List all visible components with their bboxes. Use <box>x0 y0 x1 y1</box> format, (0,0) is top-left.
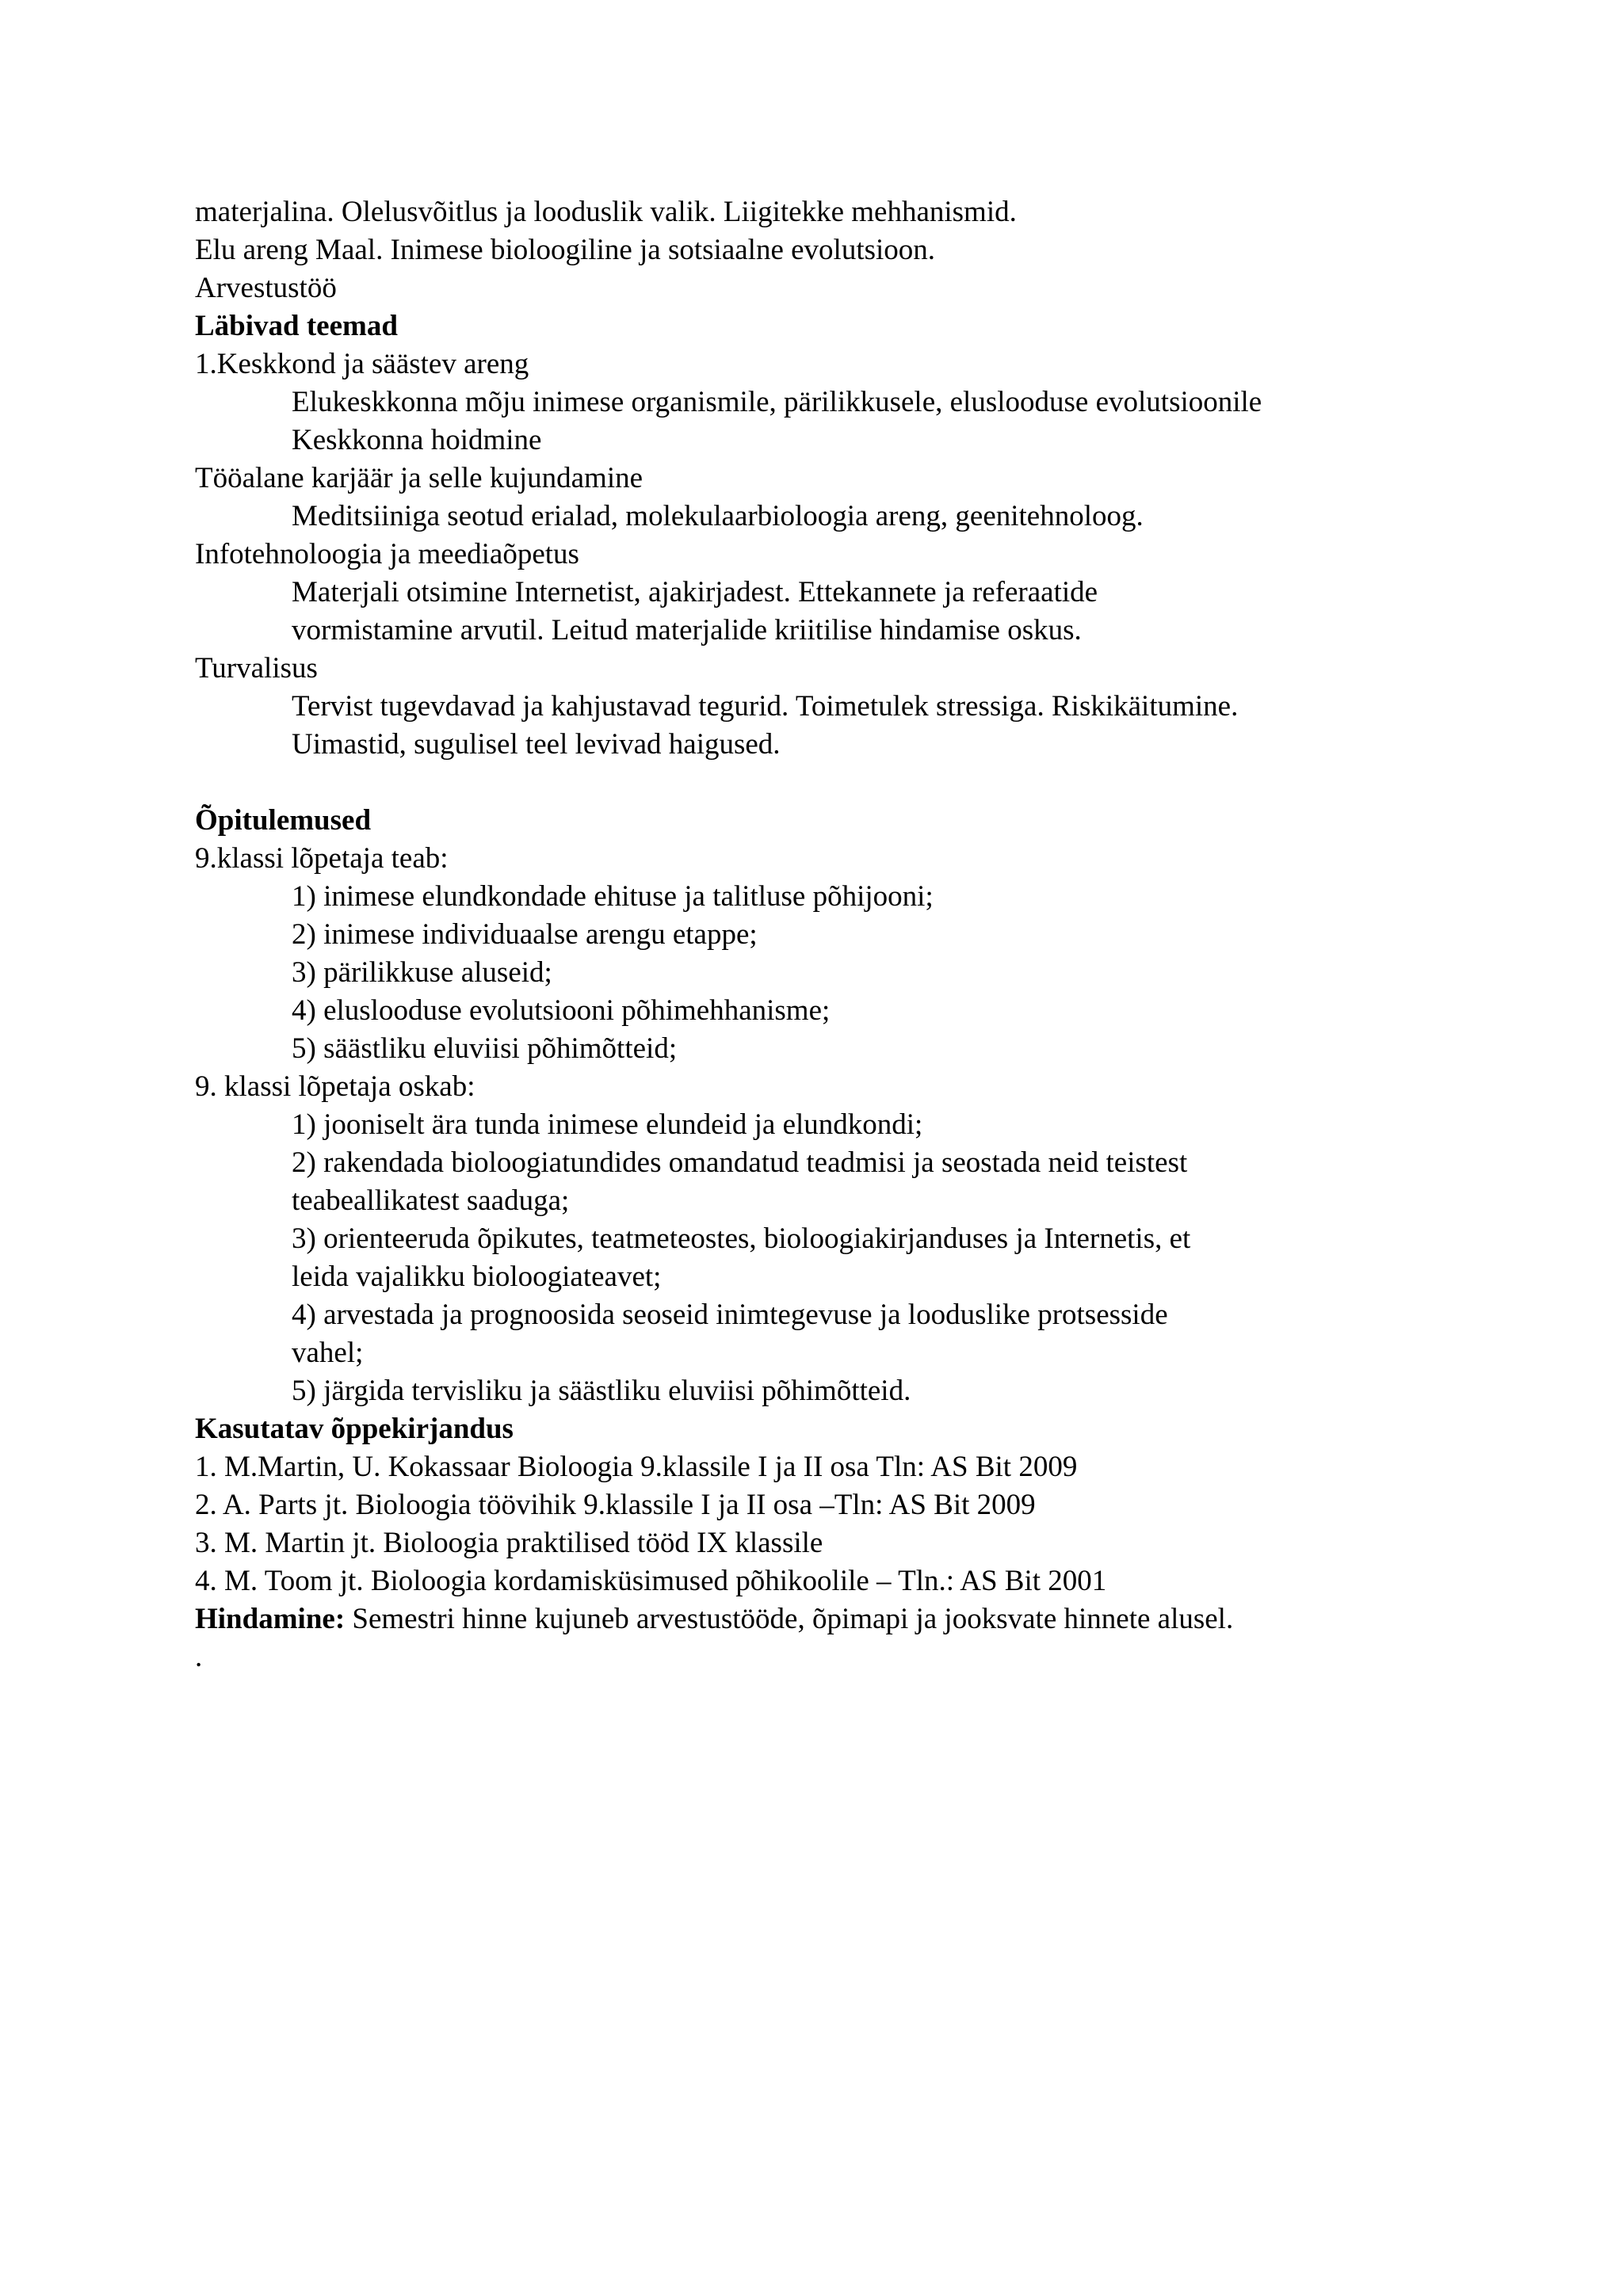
teab-item: 5) säästliku eluviisi põhimõtteid; <box>292 1032 678 1065</box>
oskab-intro: 9. klassi lõpetaja oskab: <box>195 1070 475 1103</box>
kirjandus-item: 3. M. Martin jt. Bioloogia praktilised tööd IX klassile <box>195 1527 823 1559</box>
topic-title: Turvalisus <box>195 652 318 685</box>
teab-item: 2) inimese individuaalse arengu etappe; <box>292 918 758 951</box>
kirjandus-heading: Kasutatav õppekirjandus <box>195 1413 514 1445</box>
oskab-item: 2) rakendada bioloogiatundides omandatud teadmisi ja seostada neid teistest <box>292 1146 1188 1179</box>
topic-line: Elukeskkonna mõju inimese organismile, pärilikkusele, elusloodusе evolutsioonile <box>292 386 1262 418</box>
oskab-item: 3) orienteeruda õpikutes, teatmeteostes, bioloogiakirjanduses ja Internetis, et <box>292 1222 1191 1255</box>
topic-line: Tervist tugevdavad ja kahjustavad tegurid. Toimetulek stressiga. Riskikäitumine. <box>292 690 1239 723</box>
intro-line-1: materjalina. Olelusvõitlus ja looduslik valik. Liigitekke mehhanismid. <box>195 196 1017 228</box>
kirjandus-item: 2. A. Parts jt. Bioloogia töövihik 9.klassile I ja II osa –Tln: AS Bit 2009 <box>195 1489 1036 1521</box>
oskab-item: 4) arvestada ja prognoosida seoseid inimtegevuse ja looduslike protsesside <box>292 1299 1168 1331</box>
topic-title: 1.Keskkond ja säästev areng <box>195 348 529 380</box>
oskab-item: leida vajalikku bioloogiateavet; <box>292 1261 662 1293</box>
trailing-dot: . <box>195 1641 203 1673</box>
teab-item: 1) inimese elundkondade ehituse ja talitluse põhijooni; <box>292 880 934 913</box>
oskab-item: vahel; <box>292 1337 364 1369</box>
hindamine-label: Hindamine: <box>195 1603 346 1635</box>
topic-line: Meditsiiniga seotud erialad, molekulaarbioloogia areng, geenitehnoloog. <box>292 500 1144 532</box>
opitulemused-heading: Õpitulemused <box>195 804 372 837</box>
kirjandus-item: 1. M.Martin, U. Kokassaar Bioloogia 9.klassile I ja II osa Tln: AS Bit 2009 <box>195 1451 1078 1483</box>
oskab-item: 1) jooniselt ära tunda inimese elundeid ja elundkondi; <box>292 1108 923 1141</box>
spacer <box>195 764 1431 802</box>
hindamine-text: Semestri hinne kujuneb arvestustööde, õpimapi ja jooksvate hinnete alusel. <box>345 1603 1234 1635</box>
labivad-teemad-heading: Läbivad teemad <box>195 310 398 342</box>
topic-line: Uimastid, sugulisel teel levivad haigused. <box>292 728 781 761</box>
teab-item: 3) pärilikkuse aluseid; <box>292 956 552 989</box>
document-body <box>195 193 1431 1676</box>
oskab-item: 5) järgida tervisliku ja säästliku eluviisi põhimõtteid. <box>292 1375 911 1407</box>
intro-line-3: Arvestustöö <box>195 272 337 304</box>
teab-intro: 9.klassi lõpetaja teab: <box>195 842 449 875</box>
hindamine-paragraph <box>195 1600 1431 1638</box>
topic-line: vormistamine arvutil. Leitud materjalide kriitilise hindamise oskus. <box>292 614 1082 646</box>
topic-line: Materjali otsimine Internetist, ajakirjadest. Ettekannete ja referaatide <box>292 576 1098 608</box>
oskab-item: teabeallikatest saaduga; <box>292 1184 570 1217</box>
topic-title: Tööalane karjäär ja selle kujundamine <box>195 462 643 494</box>
teab-item: 4) elusloodusе evolutsiooni põhimehhanisme; <box>292 994 831 1027</box>
topic-line: Keskkonna hoidmine <box>292 424 542 456</box>
kirjandus-item: 4. M. Toom jt. Bioloogia kordamisküsimused põhikoolile – Tln.: AS Bit 2001 <box>195 1565 1107 1597</box>
topic-title: Infotehnoloogia ja meediaõpetus <box>195 538 579 570</box>
intro-line-2: Elu areng Maal. Inimese bioloogiline ja sotsiaalne evolutsioon. <box>195 234 936 266</box>
